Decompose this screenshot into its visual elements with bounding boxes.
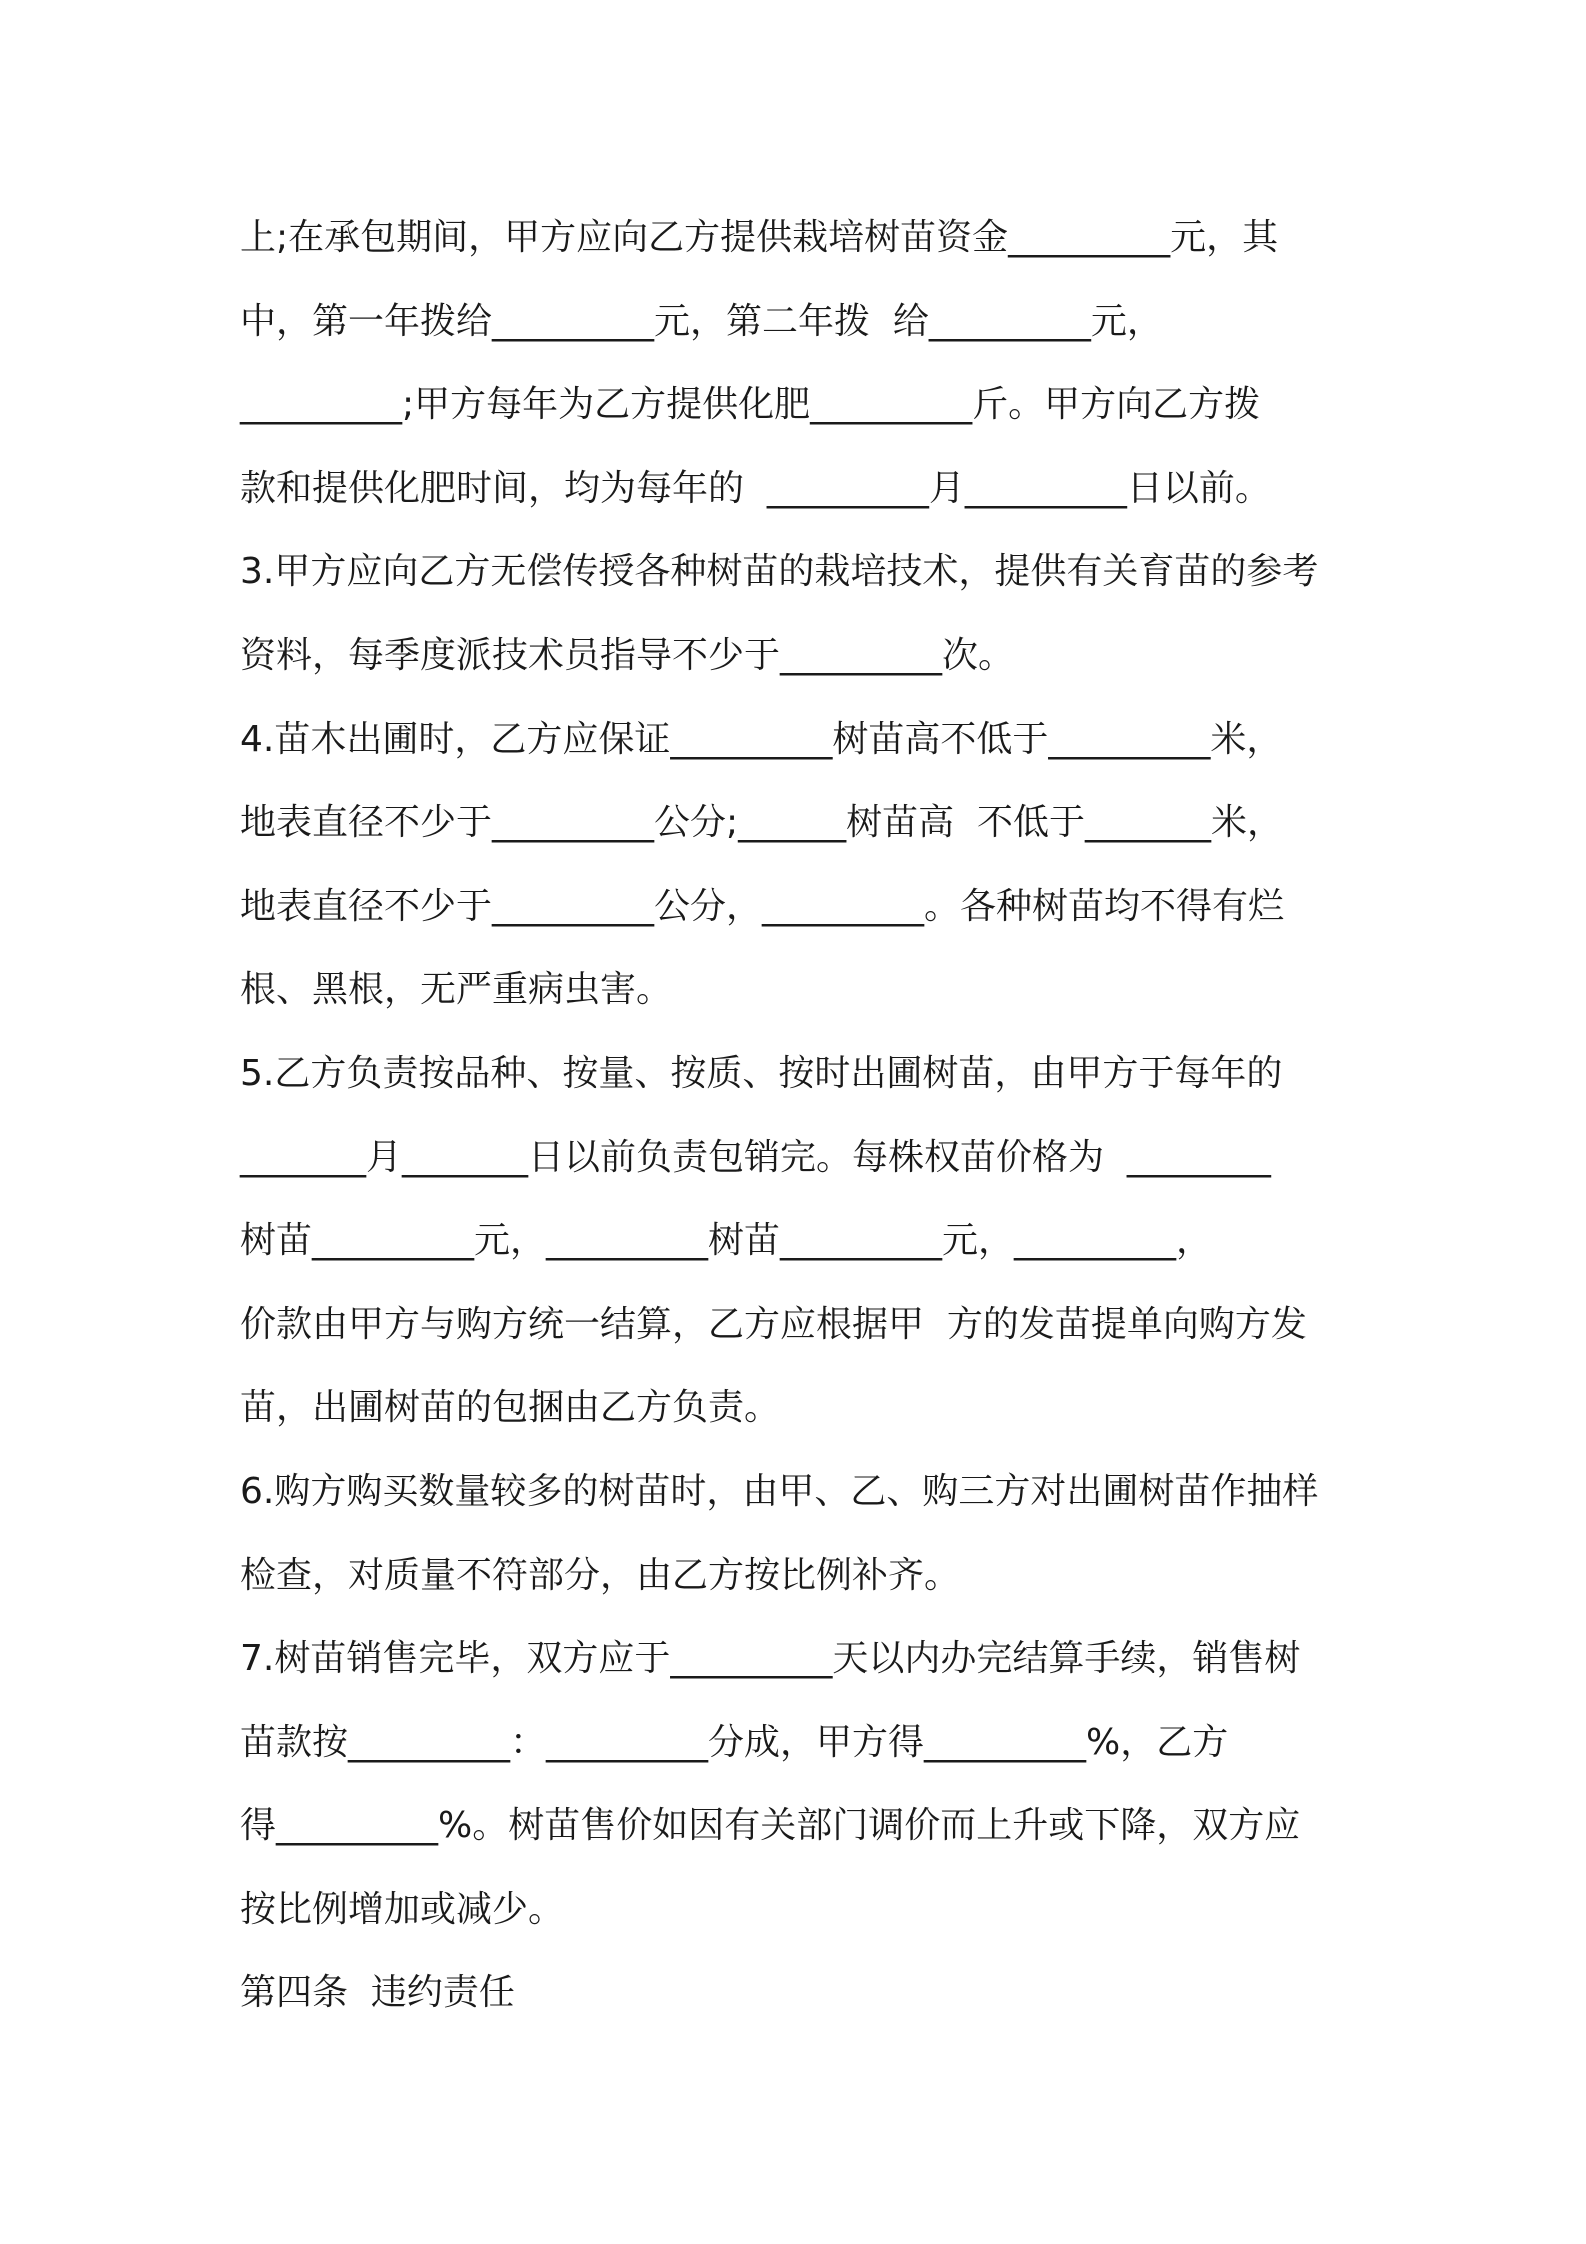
text-line: 地表直径不少于_________公分;______树苗高 不低于_______米， bbox=[240, 802, 1284, 844]
text-line: 价款由甲方与购方统一结算，乙方应根据甲 方的发苗提单向购方发 bbox=[240, 1303, 1307, 1345]
text-line: 检查，对质量不符部分，由乙方按比例补齐。 bbox=[240, 1554, 961, 1596]
text-line: 上;在承包期间，甲方应向乙方提供栽培树苗资金_________元，其 bbox=[240, 217, 1279, 258]
text-line: 地表直径不少于_________公分，_________。各种树苗均不得有烂 bbox=[240, 885, 1285, 927]
text-line: 7.树苗销售完毕，双方应于_________天以内办完结算手续，销售树 bbox=[240, 1638, 1301, 1680]
text-line: 根、黑根，无严重病虫害。 bbox=[240, 969, 673, 1011]
text-line: 中，第一年拨给_________元，第二年拨 给_________元， bbox=[240, 300, 1163, 342]
text-line: 款和提供化肥时间，均为每年的 _________月_________日以前。 bbox=[240, 467, 1271, 509]
text-line: 苗，出圃树苗的包捆由乙方负责。 bbox=[240, 1387, 781, 1429]
document-page bbox=[240, 196, 1360, 2035]
text-line: 资料，每季度派技术员指导不少于_________次。 bbox=[240, 634, 1015, 676]
text-line: _________;甲方每年为乙方提供化肥_________斤。甲方向乙方拨 bbox=[240, 384, 1261, 426]
text-line: 4.苗木出圃时，乙方应保证_________树苗高不低于_________米， bbox=[240, 718, 1283, 760]
text-line: 5.乙方负责按品种、按量、按质、按时出圃树苗，由甲方于每年的 bbox=[240, 1052, 1283, 1094]
text-line: _______月_______日以前负责包销完。每株权苗价格为 ________ bbox=[240, 1136, 1271, 1178]
text-line: 苗款按_________：_________分成，甲方得_________%，乙方 bbox=[240, 1721, 1229, 1763]
section-heading: 第四条 违约责任 bbox=[240, 1972, 515, 2014]
text-line: 3.甲方应向乙方无偿传授各种树苗的栽培技术，提供有关育苗的参考 bbox=[240, 551, 1319, 593]
text-line: 6.购方购买数量较多的树苗时，由甲、乙、购三方对出圃树苗作抽样 bbox=[240, 1470, 1319, 1512]
text-line: 得_________%。树苗售价如因有关部门调价而上升或下降，双方应 bbox=[240, 1805, 1301, 1847]
text-line: 按比例增加或减少。 bbox=[240, 1888, 565, 1930]
text-line: 树苗_________元，_________树苗_________元，_________， bbox=[240, 1220, 1212, 1262]
